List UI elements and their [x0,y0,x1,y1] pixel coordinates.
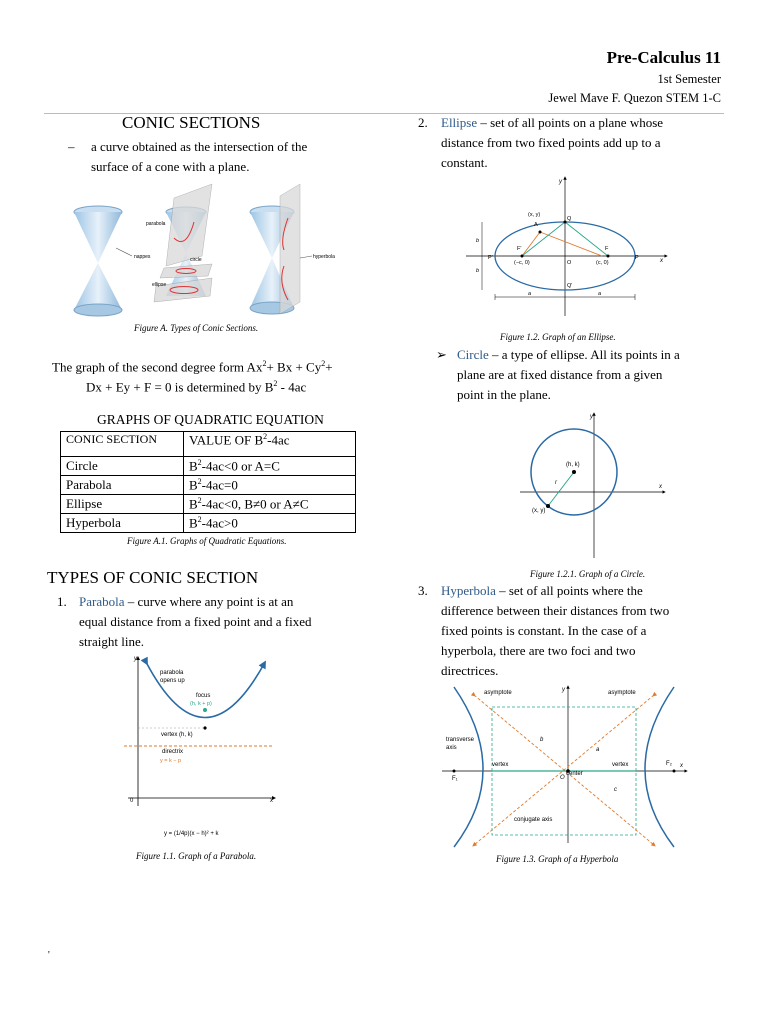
a-label-right: a [598,291,602,297]
asymptote-left-label: asymptote [484,690,512,696]
circle-label: circle [190,257,202,263]
circle-line-3: point in the plane. [457,387,551,402]
transverse-label-2: axis [446,745,457,751]
figure-1-2-caption: Figure 1.2. Graph of an Ellipse. [500,332,616,342]
double-cone-hyperbola [250,184,300,314]
conjugate-axis-label: conjugate axis [514,817,553,823]
vertex-pprime-label: P' [488,255,493,261]
item-3-line-2: difference between their distances from two [441,603,670,618]
second-degree-line-1: The graph of the second degree form $Ax^2+ Bx + Cy^2+$ [52,359,333,375]
focus-fprime-label: F' [517,246,522,252]
vertex-left-label: vertex [492,762,509,768]
item-1-line-1: Parabola – curve where any point is at an [79,594,294,609]
quadratic-table [60,431,356,533]
conic-sections-heading: CONIC SECTIONS [122,113,261,132]
item-3-line-3: fixed points is constant. In the case of a [441,623,647,638]
ellipse-label: ellipse [152,282,167,288]
origin-label: O [567,260,572,266]
a-label: a [528,291,532,297]
center-label: (h, k) [566,462,580,468]
item-2-line-2: distance from two fixed points add up to a [441,135,661,150]
c-label: c [614,787,617,793]
author-label: Jewel Mave F. Quezon STEM 1-C [548,91,721,105]
opens-label-2: opens up [160,678,185,684]
circle-term: Circle [457,347,489,362]
x-axis-label: x [270,798,273,804]
row-name: Parabola [61,476,184,495]
origin-label: O [560,775,565,781]
figure-1-1-caption: Figure 1.1. Graph of a Parabola. [136,851,257,861]
item-3-line-5: directrices. [441,663,499,678]
table-row [61,514,356,533]
row-value: $B^2-4ac>0$ [184,514,356,533]
hyperbola-term: Hyperbola [441,583,496,598]
x-axis-label: x [660,258,663,264]
row-value: $B^2-4ac=0$ [184,476,356,495]
item-2-line-3: constant. [441,155,488,170]
table-title: GRAPHS OF QUADRATIC EQUATION [97,412,324,427]
circle-line-2: plane are at fixed distance from a given [457,367,663,382]
row-name: Ellipse [61,495,184,514]
focus-coordinate: (h, k + p) [190,701,212,707]
item-3-number: 3. [418,583,428,598]
table-caption: Figure A.1. Graphs of Quadratic Equations. [127,536,287,546]
definition-line-2: surface of a cone with a plane. [91,159,250,174]
asymptote-right-label: asymptote [608,690,636,696]
header-value: VALUE OF $B^2-4ac$ [184,432,356,457]
document-title: Pre-Calculus 11 [606,48,721,67]
focus-label: focus [196,693,211,699]
focus-f1-label: F₁ [452,776,458,782]
b-label: b [540,737,544,743]
row-name: Hyperbola [61,514,184,533]
hyperbola-label: hyperbola [313,254,335,260]
y-axis-label: y [559,179,562,185]
table-header-row [61,432,356,457]
parabola-term: Parabola [79,594,125,609]
hyperbola-graph [440,683,692,849]
b-label: b [476,238,480,244]
point-xy-label: (x, y) [532,508,546,514]
ellipse-term: Ellipse [441,115,478,130]
c-label: (c, 0) [596,260,609,266]
table-row [61,495,356,514]
origin-label: 0 [130,798,134,804]
transverse-label-1: transverse [446,737,475,743]
radius-label: r [555,480,557,486]
point-qprime-label: Q' [567,283,573,289]
item-3-line-4: hyperbola, there are two foci and two [441,643,636,658]
directrix-equation: y = k − p [160,758,182,764]
table-row [61,457,356,476]
semester-label: 1st Semester [657,72,721,86]
vertex-right-label: vertex [612,762,629,768]
point-a-label: A [534,222,538,228]
figure-1-3-caption: Figure 1.3. Graph of a Hyperbola [496,854,619,864]
item-1-line-2: equal distance from a fixed point and a fixed [79,614,312,629]
point-xy-label: (x, y) [528,212,541,218]
parabola-equation: y = (1/4p)(x − h)² + k [164,831,219,837]
circle-bullet: ➢ [436,347,447,362]
row-value: $B^2-4ac<0$ or A=C [184,457,356,476]
neg-c-label: (−c, 0) [514,260,530,266]
x-axis-label: x [659,484,662,490]
item-2-line-1: Ellipse – set of all points on a plane whose [441,115,664,130]
circle-graph [518,408,668,564]
conic-sections-figure [62,178,352,318]
item-2-number: 2. [418,115,428,130]
footer-mark: ' [48,950,50,961]
parabola-label: parabola [146,221,166,227]
opens-label-1: parabola [160,670,184,676]
row-name: Circle [61,457,184,476]
figure-a-caption: Figure A. Types of Conic Sections. [134,323,259,333]
vertex-p-label: P [635,255,639,261]
item-3-line-1: Hyperbola – set of all points where the [441,583,643,598]
second-degree-line-2: Dx + Ey + F = 0 is determined by $B^2 - 4ac$ [86,379,307,395]
header-conic-section: CONIC SECTION [61,432,184,457]
y-axis-label: y [562,687,565,693]
item-1-number: 1. [57,594,67,609]
vertex-label: vertex (h, k) [161,732,193,738]
row-value: $B^2-4ac<0$, B≠0 or A≠C [184,495,356,514]
x-axis-label: x [680,763,683,769]
focus-f-label: F [605,246,609,252]
definition-line-1: a curve obtained as the intersection of the [91,139,308,154]
point-q-label: Q [567,216,572,222]
parabola-graph [124,652,284,842]
types-heading: TYPES OF CONIC SECTION [47,568,259,587]
center-label: center [566,771,583,777]
b-label-lower: b [476,268,480,274]
circle-line-1: Circle – a type of ellipse. All its points in a [457,347,680,362]
figure-1-2-1-caption: Figure 1.2.1. Graph of a Circle. [530,569,646,579]
y-axis-label: y [134,656,137,662]
item-1-line-3: straight line. [79,634,144,649]
table-row [61,476,356,495]
double-cone-nappes [74,206,122,316]
focus-f2-label: F₂ [666,761,672,767]
nappes-label: nappes [134,254,151,260]
a-label: a [596,747,600,753]
definition-bullet: – [68,139,75,154]
ellipse-graph [462,174,672,326]
directrix-label: directrix [162,749,184,755]
y-axis-label: y [590,414,593,420]
